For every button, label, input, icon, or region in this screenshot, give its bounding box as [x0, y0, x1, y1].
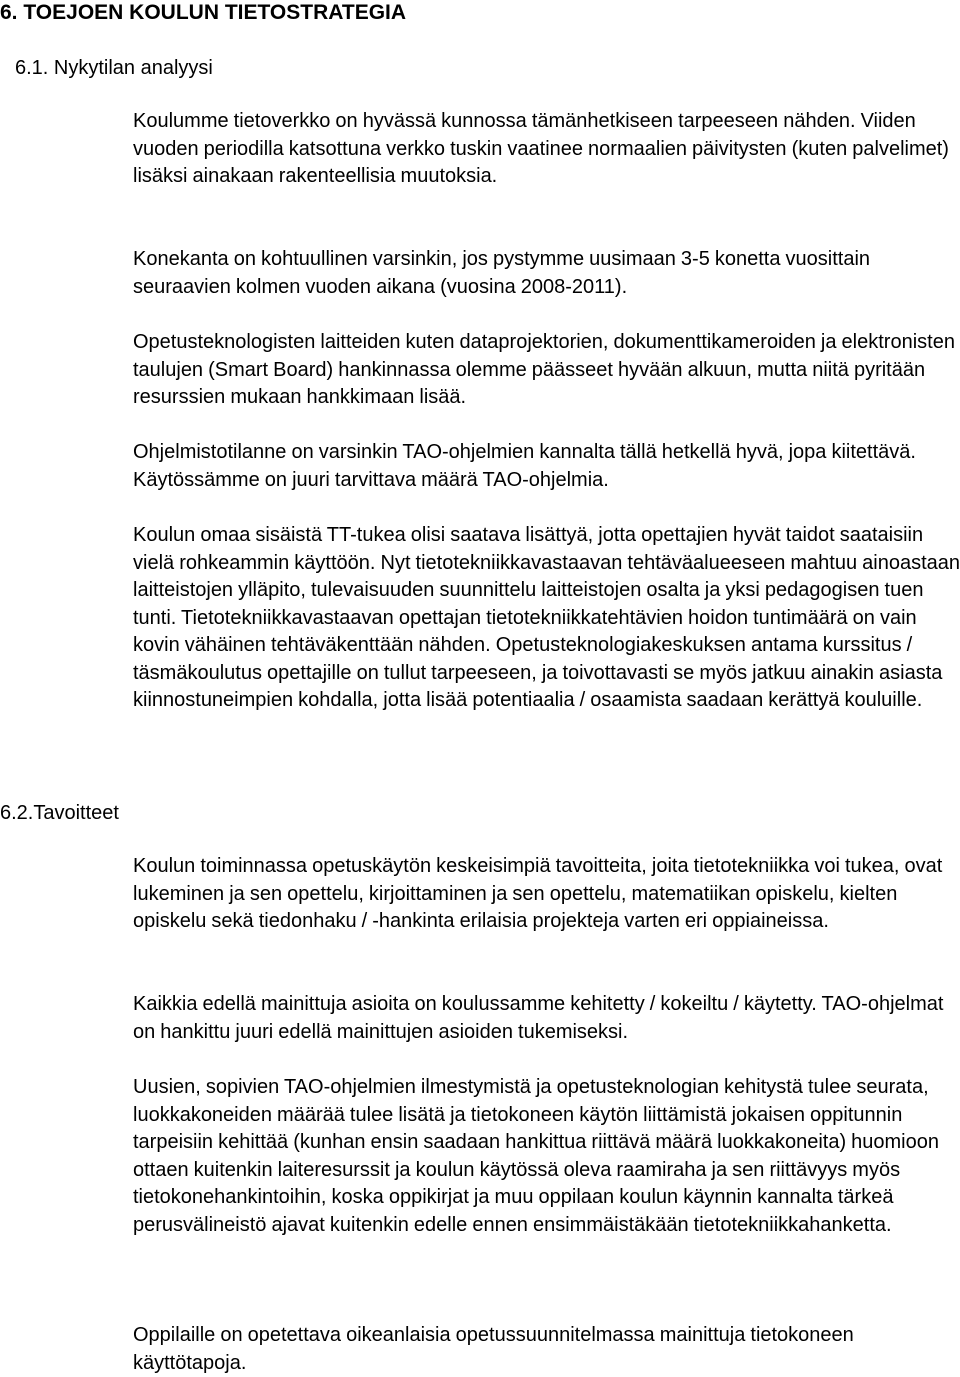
paragraph-computers: Konekanta on kohtuullinen varsinkin, jos pystymme uusimaan 3-5 konetta vuosittain seuraavien kolmen vuoden aikana (vuosina 2008-2011).: [133, 248, 871, 298]
paragraph-support: Koulun omaa sisäistä TT-tukea olisi saatava lisättyä, jotta opettajien hyvät taidot saataisiin vielä rohkeammin käyttöön. Nyt tietotekniikkavastaavan tehtäväalueeseen mahtuu ainoastaan laitteistojen ylläpito, tulevaisuuden suunnittelu laitteistojen osalta ja yksi pedagogisen tuen tunti. Tietotekniikkavastaavan opettajan tietotekniikkatehtävien hoidon tuntimäärä on vain kovin vähäinen tehtäväkenttään nähden. Opetusteknologiakeskuksen antama kurssitus / täsmäkoulutus opettajille on tullut tarpeeseen, ja toivottavasti se myös jatkuu ainakin asiasta kiinnostuneimpien kohdalla, jotta lisää potentiaalia / osaamista saadaan kerättyä kouluille.: [133, 524, 960, 711]
subsection-heading-analysis: 6.1. Nykytilan analyysi: [15, 57, 213, 79]
paragraph-tried: Kaikkia edellä mainittuja asioita on koulussamme kehitetty / kokeiltu / käytetty. TAO-ohjelmat on hankittu juuri edellä mainittujen asioiden tukemiseksi.: [133, 993, 944, 1043]
paragraph-network: Koulumme tietoverkko on hyvässä kunnossa tämänhetkiseen tarpeeseen nähden. Viiden vuoden periodilla katsottuna verkko tuskin vaatinee normaalien päivitysten (kuten palvelimet) lisäksi ainakaan rakenteellisia muutoksia.: [133, 110, 949, 187]
paragraph-goals: Koulun toiminnassa opetuskäytön keskeisimpiä tavoitteita, joita tietotekniikka voi tukea, ovat lukeminen ja sen opettelu, kirjoittaminen ja sen opettelu, matematiikan opiskelu, kielten opiskelu sekä tiedonhaku / -hankinta erilaisia projekteja varten eri oppiaineissa.: [133, 855, 943, 932]
paragraph-software: Ohjelmistotilanne on varsinkin TAO-ohjelmien kannalta tällä hetkellä hyvä, jopa kiitettävä. Käytössämme on juuri tarvittava määrä TAO-ohjelmia.: [133, 441, 916, 491]
subsection-heading-goals: 6.2.Tavoitteet: [0, 802, 119, 824]
paragraph-follow-up: Uusien, sopivien TAO-ohjelmien ilmestymistä ja opetusteknologian kehitystä tulee seurata, luokkakoneiden määrää tulee lisätä ja tietokoneen käytön liittämistä jokaisen oppitunnin tarpeisiin kehittää (kunhan ensin saadaan hankittua riittävä määrä luokkakoneita) huomioon ottaen kuitenkin laiteresurssit ja koulun käytössä oleva raamiraha ja sen riittävyys myös tietokonehankintoihin, koska oppikirjat ja muu oppilaan koulun käynnin kannalta tärkeä perusvälineistö ajavat kuitenkin edelle ennen ensimmäistäkään tietotekniikkahanketta.: [133, 1076, 939, 1236]
section-heading: 6. TOEJOEN KOULUN TIETOSTRATEGIA: [0, 1, 407, 24]
paragraph-equipment: Opetusteknologisten laitteiden kuten dataprojektorien, dokumenttikameroiden ja elektronisten taulujen (Smart Board) hankinnassa olemme päässeet hyvään alkuun, mutta niitä pyritään resurssien mukaan hankkimaan lisää.: [133, 331, 955, 408]
paragraph-pupils: Oppilaille on opetettava oikeanlaisia opetussuunnitelmassa mainittuja tietokoneen käyttötapoja.: [133, 1324, 854, 1374]
